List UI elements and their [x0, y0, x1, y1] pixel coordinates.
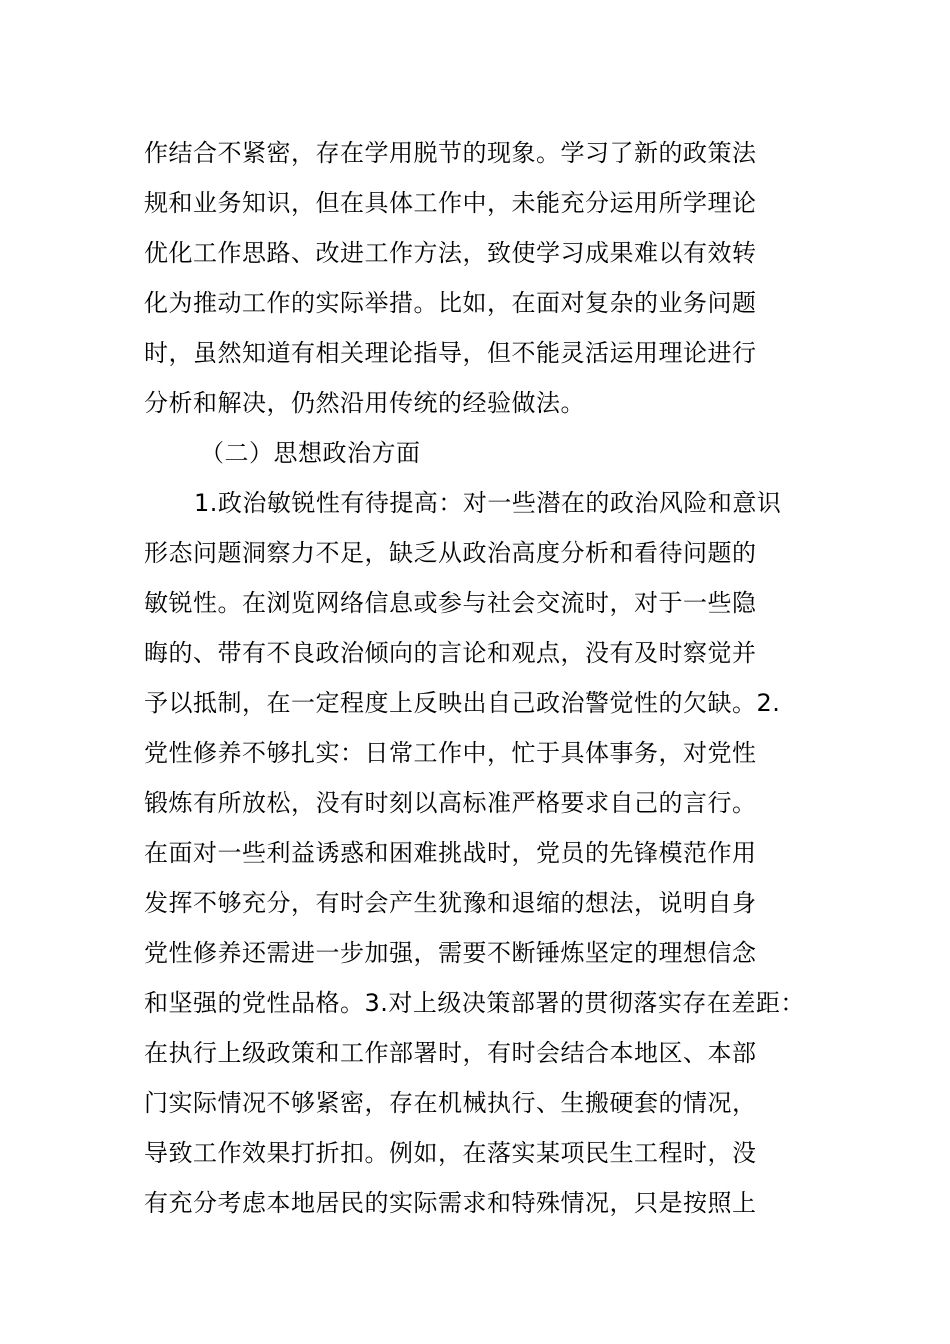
body-text	[144, 128, 844, 1228]
text-line: 党性修养不够扎实：日常工作中，忙于具体事务，对党性	[144, 739, 757, 767]
text-line: 导致工作效果打折扣。例如，在落实某项民生工程时，没	[144, 1139, 757, 1167]
text-line: 形态问题洞察力不足，缺乏从政治高度分析和看待问题的	[144, 539, 757, 567]
text-line: 时，虽然知道有相关理论指导，但不能灵活运用理论进行	[144, 339, 757, 367]
text-line: 和坚强的党性品格。3.对上级决策部署的贯彻落实存在差距：	[144, 989, 805, 1017]
text-line: 锻炼有所放松，没有时刻以高标准严格要求自己的言行。	[144, 789, 757, 817]
text-line: 在执行上级政策和工作部署时，有时会结合本地区、本部	[144, 1039, 757, 1067]
text-line: 在面对一些利益诱惑和困难挑战时，党员的先锋模范作用	[144, 839, 757, 867]
text-line: 作结合不紧密，存在学用脱节的现象。学习了新的政策法	[144, 139, 757, 167]
text-line: 优化工作思路、改进工作方法，致使学习成果难以有效转	[144, 239, 757, 267]
text-line: 发挥不够充分，有时会产生犹豫和退缩的想法，说明自身	[144, 889, 757, 917]
section-heading: （二）思想政治方面	[200, 439, 421, 467]
text-line: 晦的、带有不良政治倾向的言论和观点，没有及时察觉并	[144, 639, 757, 667]
text-line: 敏锐性。在浏览网络信息或参与社会交流时，对于一些隐	[144, 589, 757, 617]
text-line: 化为推动工作的实际举措。比如，在面对复杂的业务问题	[144, 289, 757, 317]
text-line: 1.政治敏锐性有待提高：对一些潜在的政治风险和意识	[194, 489, 782, 517]
text-line: 有充分考虑本地居民的实际需求和特殊情况，只是按照上	[144, 1189, 757, 1217]
text-line: 门实际情况不够紧密，存在机械执行、生搬硬套的情况，	[144, 1089, 757, 1117]
text-line: 党性修养还需进一步加强，需要不断锤炼坚定的理想信念	[144, 939, 757, 967]
text-line: 予以抵制，在一定程度上反映出自己政治警觉性的欠缺。2.	[144, 689, 781, 717]
text-line: 分析和解决，仍然沿用传统的经验做法。	[144, 389, 585, 417]
text-line: 规和业务知识，但在具体工作中，未能充分运用所学理论	[144, 189, 757, 217]
